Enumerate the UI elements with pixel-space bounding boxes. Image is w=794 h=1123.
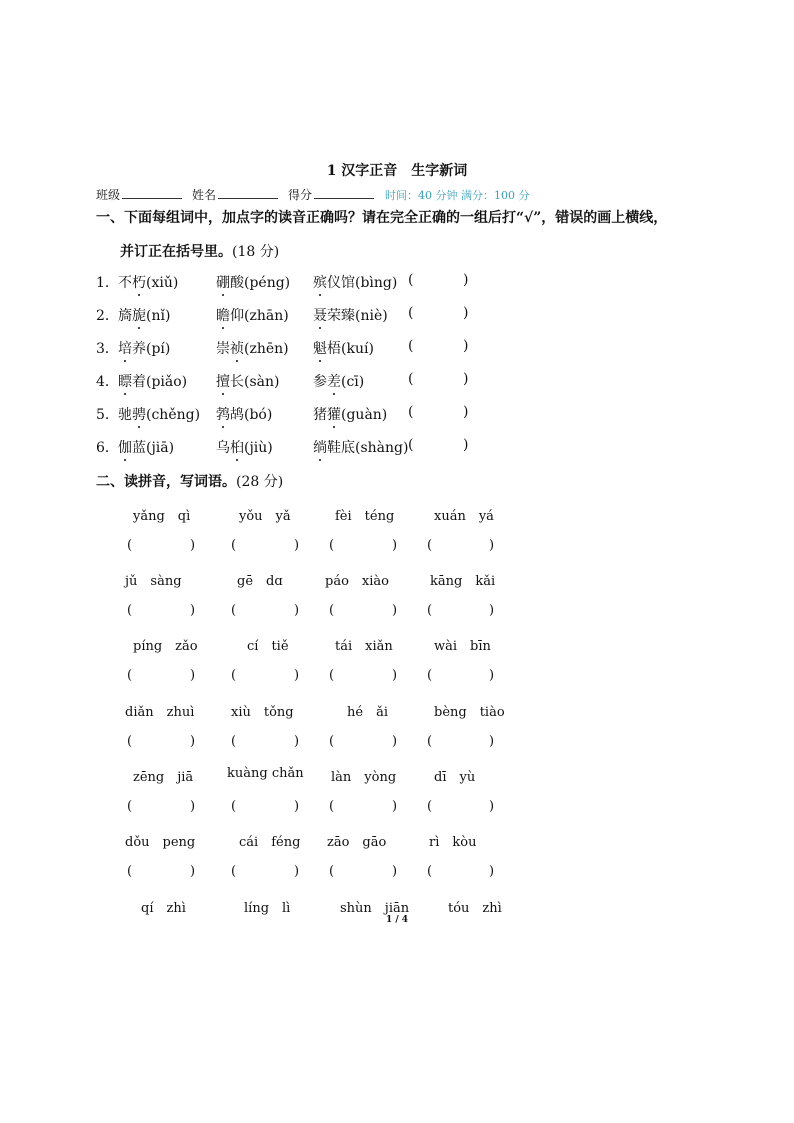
word-item [216,404,272,424]
pinyin-prompt: yǒu yǎ [239,509,291,524]
word-suffix: 梧(kuí) [327,341,374,357]
answer-paren-open: ( [127,603,133,618]
answer-paren-open [408,338,413,354]
paren-close: ) [463,338,469,354]
pinyin-prompt: hé ǎi [347,705,388,720]
answer-paren-open: ( [427,603,433,618]
paren-open: ( [408,371,414,387]
word-suffix: (nǐ) [146,308,171,324]
question-number-text: 4． [96,374,119,390]
answer-paren-open: ( [127,734,133,749]
dotted-char: 擅 [216,374,230,390]
answer-paren-open: ( [329,864,335,879]
answer-paren-close: ) [190,538,196,553]
pinyin-prompt: cí tiě [247,639,289,654]
section1-heading-text: 并订正在括号里。 [120,244,232,260]
word-suffix: 长(sàn) [230,374,280,390]
pinyin-prompt: dī yù [434,770,476,785]
answer-paren-close: ) [190,799,196,814]
answer-paren-close: ) [489,864,495,879]
word-suffix: (cī) [341,374,365,390]
answer-paren-open [408,305,413,321]
page-number: 1 / 4 [385,915,409,925]
answer-paren-open: ( [127,799,133,814]
answer-paren-close: ) [294,734,300,749]
paren-close: ) [463,404,469,420]
word-suffix: 鞋底(shàng) [327,440,409,456]
answer-paren-close: ) [392,603,398,618]
pinyin-prompt: páo xiào [325,574,389,589]
answer-paren-open: ( [231,538,237,553]
word-suffix: (jiù) [244,440,273,456]
score-blank[interactable] [314,187,374,199]
answer-paren-open: ( [231,734,237,749]
word-suffix: 蓝(jiā) [132,440,175,456]
word-suffix: 仰(zhān) [230,308,289,324]
word-item [216,437,273,457]
pinyin-prompt: píng zǎo [133,639,198,654]
answer-paren-open: ( [329,603,335,618]
answer-paren-close: ) [294,799,300,814]
question-number-text: 6． [96,440,119,456]
answer-paren-close [463,371,468,387]
section1-heading-line1: 一、下面每组词中，加点字的读音正确吗？请在完全正确的一组后打“√”，错误的画上横线， [96,210,668,226]
word-prefix: 旖 [118,308,132,324]
answer-paren-close: ) [190,864,196,879]
section2-heading-text: 二、读拼音，写词语。 [96,474,236,490]
paren-open: ( [408,404,414,420]
answer-paren-open: ( [427,538,433,553]
answer-paren-close: ) [294,864,300,879]
question-number [96,371,119,391]
name-blank[interactable] [218,187,278,199]
answer-paren-open [408,437,413,453]
pinyin-prompt: wài bīn [434,639,491,654]
pinyin-prompt: jǔ sàng [125,574,182,589]
answer-paren-open: ( [231,799,237,814]
word-prefix: 驰 [118,407,132,423]
paren-open: ( [408,272,414,288]
question-number-text: 5． [96,407,119,423]
dotted-char: 差 [327,374,341,390]
word-suffix: 着(piǎo) [132,374,188,390]
pinyin-prompt: diǎn zhuì [125,705,195,720]
answer-paren-open [408,404,413,420]
paren-open: ( [408,305,414,321]
dotted-char: 殡 [313,275,327,291]
answer-paren-close: ) [489,668,495,683]
pinyin-prompt: fèi téng [335,509,395,524]
word-item [216,338,289,358]
answer-paren-close: ) [489,734,495,749]
class-field [96,186,182,203]
word-item [216,272,290,292]
dotted-char: 绱 [313,440,327,456]
pinyin-prompt: xuán yá [434,509,494,524]
answer-paren-close: ) [294,668,300,683]
pinyin-prompt: kuàng chǎn [227,766,304,781]
question-number [96,437,119,457]
name-label: 姓名 [192,188,217,202]
answer-paren-close [463,437,468,453]
answer-paren-close: ) [489,799,495,814]
answer-paren-open: ( [427,734,433,749]
word-item [313,371,364,391]
word-item [118,305,170,325]
answer-paren-close: ) [392,799,398,814]
question-number [96,305,119,325]
paren-open: ( [408,437,414,453]
answer-paren-open [408,371,413,387]
word-prefix: 崇 [216,341,230,357]
word-prefix: 参 [313,374,327,390]
pinyin-prompt: gē dɑ [237,574,283,589]
answer-paren-open: ( [427,668,433,683]
answer-paren-close: ) [294,603,300,618]
word-suffix: 鸪(bó) [230,407,273,423]
answer-paren-close: ) [392,734,398,749]
name-field [192,186,278,203]
answer-paren-open: ( [329,538,335,553]
answer-paren-close: ) [294,538,300,553]
dotted-char: 瞟 [118,374,132,390]
word-item [118,272,178,292]
dotted-char: 朽 [132,275,146,291]
word-suffix: (guàn) [341,407,388,423]
dotted-char: 伽 [118,440,132,456]
question-number-text: 1． [96,275,119,291]
answer-paren-close: ) [190,603,196,618]
question-number [96,404,119,424]
dotted-char: 魁 [313,341,327,357]
pinyin-prompt: bèng tiào [434,705,505,720]
answer-paren-open: ( [427,864,433,879]
pinyin-prompt: yǎng qì [133,509,191,524]
word-suffix: 荣臻(niè) [327,308,388,324]
answer-paren-open: ( [127,668,133,683]
question-number-text: 2． [96,308,119,324]
class-label: 班级 [96,188,121,202]
answer-paren-open: ( [127,538,133,553]
word-item [313,338,374,358]
word-item [313,272,397,292]
dotted-char: 獾 [327,407,341,423]
answer-paren-open: ( [231,603,237,618]
pinyin-prompt: tái xiǎn [335,639,393,654]
answer-paren-close: ) [190,668,196,683]
answer-paren-close [463,305,468,321]
dotted-char: 鹁 [216,407,230,423]
word-suffix: 仪馆(bìng) [327,275,398,291]
word-suffix: (xiǔ) [146,275,179,291]
dotted-char: 桕 [230,440,244,456]
word-item [118,338,170,358]
answer-paren-close: ) [392,538,398,553]
question-number-text: 3． [96,341,119,357]
question-number [96,272,119,292]
paren-close: ) [463,272,469,288]
answer-paren-open: ( [127,864,133,879]
dotted-char: 骋 [132,407,146,423]
dotted-char: 旎 [132,308,146,324]
answer-paren-close [463,272,468,288]
word-item [216,305,289,325]
word-item [313,305,388,325]
pinyin-prompt: làn yòng [331,770,397,785]
word-suffix: 酸(péng) [230,275,291,291]
word-item [118,371,187,391]
word-suffix: (zhēn) [244,341,289,357]
dotted-char: 瞻 [216,308,230,324]
pinyin-prompt: tóu zhì [448,901,502,916]
answer-paren-open: ( [329,734,335,749]
word-suffix: (chěng) [146,407,201,423]
word-prefix: 猪 [313,407,327,423]
dotted-char: 祯 [230,341,244,357]
score-label: 得分 [288,188,313,202]
answer-paren-close: ) [392,864,398,879]
section1-heading-line2 [120,241,279,261]
word-prefix: 不 [118,275,132,291]
word-item [313,437,408,457]
pinyin-prompt: líng lì [244,901,291,916]
answer-paren-open: ( [427,799,433,814]
word-suffix: 养(pí) [132,341,171,357]
page-title: 1 汉字正音 生字新词 [326,163,468,179]
answer-paren-open: ( [231,668,237,683]
pinyin-prompt: zēng jiā [133,770,194,785]
pinyin-prompt: cái féng [239,835,301,850]
pinyin-prompt: shùn jiān [340,901,410,916]
answer-paren-open: ( [329,668,335,683]
paren-close: ) [463,371,469,387]
answer-paren-close: ) [190,734,196,749]
section1-points: (18 分) [232,244,280,260]
dotted-char: 硼 [216,275,230,291]
score-field [288,186,374,203]
answer-paren-close: ) [392,668,398,683]
section2-points: (28 分) [236,474,284,490]
answer-paren-close [463,338,468,354]
pinyin-prompt: zāo gāo [327,835,387,850]
dotted-char: 培 [118,341,132,357]
answer-paren-open: ( [329,799,335,814]
pinyin-prompt: rì kòu [429,835,477,850]
paren-close: ) [463,305,469,321]
class-blank[interactable] [122,187,182,199]
paren-open: ( [408,338,414,354]
answer-paren-open [408,272,413,288]
answer-paren-open: ( [231,864,237,879]
word-item [313,404,387,424]
word-item [118,437,174,457]
pinyin-prompt: kāng kǎi [430,574,496,589]
paren-close: ) [463,437,469,453]
section2-heading [96,471,283,491]
answer-paren-close: ) [489,603,495,618]
question-number [96,338,119,358]
time-info: 时间：40 分钟 满分：100 分 [385,189,530,202]
pinyin-prompt: qí zhì [141,901,186,916]
pinyin-prompt: xiù tǒng [231,705,294,720]
answer-paren-close: ) [489,538,495,553]
dotted-char: 聂 [313,308,327,324]
pinyin-prompt: dǒu peng [125,835,196,850]
word-prefix: 乌 [216,440,230,456]
word-item [118,404,200,424]
word-item [216,371,279,391]
answer-paren-close [463,404,468,420]
